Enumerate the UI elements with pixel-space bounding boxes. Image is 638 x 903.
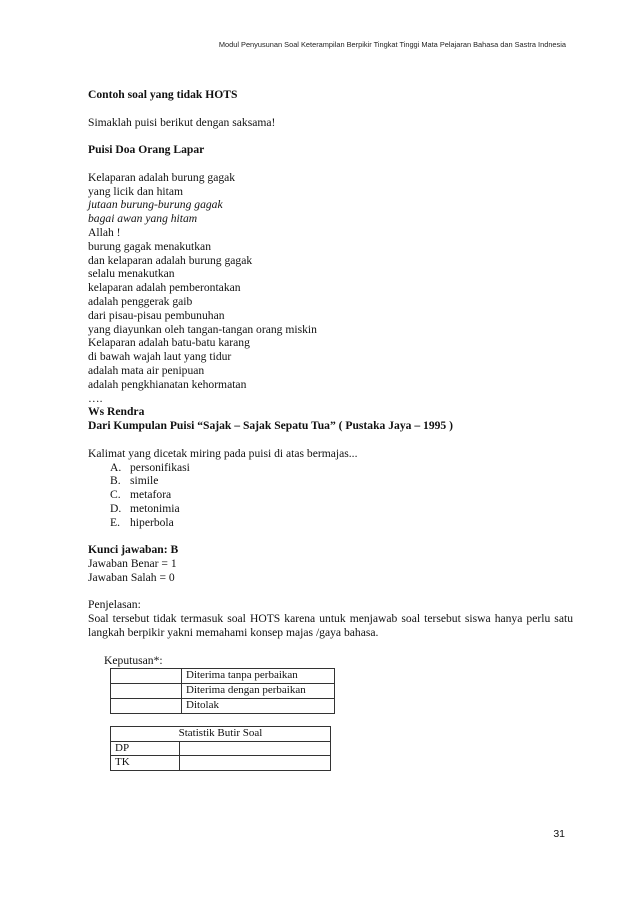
option-text: metafora [130,488,172,502]
answer-options [88,461,573,530]
answer-key: Kunci jawaban: B [88,543,179,557]
decision-checkbox-cell[interactable] [111,669,182,684]
stats-row [111,756,331,771]
poem-line: bagai awan yang hitam [88,212,198,226]
decision-table [110,668,335,713]
poem-line: selalu menakutkan [88,267,175,281]
option-letter: E. [110,515,120,529]
poem-line: di bawah wajah laut yang tidur [88,350,232,364]
option-letter: A. [110,460,122,474]
option-text: metonimia [130,501,180,515]
poem-title: Puisi Doa Orang Lapar [88,143,205,157]
page-number: 31 [553,828,565,840]
explanation-text: Soal tersebut tidak termasuk soal HOTS karena untuk menjawab soal tersebut siswa hanya perlu satu langkah berpikir yakni memahami konsep majas /gaya bahasa. [88,612,573,640]
stats-header-row [111,726,331,741]
option-letter: B. [110,474,121,488]
decision-option: Diterima dengan perbaikan [182,684,335,699]
answer-option [110,516,573,530]
poem-line: adalah mata air penipuan [88,363,205,377]
poem-line: dari pisau-pisau pembunuhan [88,308,225,322]
poem-line: burung gagak menakutkan [88,239,211,253]
section-heading: Contoh soal yang tidak HOTS [88,88,238,101]
poem-line: …. [88,391,103,405]
poem-line: adalah penggerak gaib [88,294,193,308]
poem-line: dan kelaparan adalah burung gagak [88,253,253,267]
poem-line: kelaparan adalah pemberontakan [88,281,241,295]
stats-value-cell[interactable] [180,756,331,771]
answer-option [110,461,573,475]
decision-option: Diterima tanpa perbaikan [182,669,335,684]
decision-checkbox-cell[interactable] [111,699,182,714]
stats-label: TK [111,756,180,771]
question-text: Kalimat yang dicetak miring pada puisi di atas bermajas... [88,446,358,460]
poem-body [88,171,573,406]
stats-row [111,741,331,756]
option-text: simile [130,474,159,488]
poem-line: adalah pengkhianatan kehormatan [88,377,247,391]
page-content [88,88,573,771]
answer-option [110,488,573,502]
explanation-label: Penjelasan: [88,598,141,612]
answer-option [110,474,573,488]
stats-label: DP [111,741,180,756]
poem-line: Kelaparan adalah burung gagak [88,170,236,184]
decision-row [111,699,335,714]
decision-option: Ditolak [182,699,335,714]
decision-checkbox-cell[interactable] [111,684,182,699]
option-letter: D. [110,501,122,515]
running-header: Modul Penyusunan Soal Keterampilan Berpikir Tingkat Tinggi Mata Pelajaran Bahasa dan Sastra Indnesia [218,40,566,49]
decision-label: Keputusan*: [104,653,163,667]
decision-row [111,684,335,699]
score-wrong: Jawaban Salah = 0 [88,570,175,584]
option-text: personifikasi [130,460,190,474]
stats-title: Statistik Butir Soal [111,726,331,741]
poem-line: Kelaparan adalah batu-batu karang [88,336,250,350]
poem-line: Allah ! [88,225,121,239]
poem-line: jutaan burung-burung gagak [88,198,223,212]
score-correct: Jawaban Benar = 1 [88,557,177,571]
option-text: hiperbola [130,515,174,529]
poem-source: Dari Kumpulan Puisi “Sajak – Sajak Sepatu Tua” ( Pustaka Jaya – 1995 ) [88,419,453,433]
instruction-text: Simaklah puisi berikut dengan saksama! [88,115,276,129]
poem-author: Ws Rendra [88,405,145,419]
stats-value-cell[interactable] [180,741,331,756]
stats-table [110,726,331,771]
option-letter: C. [110,488,121,502]
decision-row [111,669,335,684]
poem-line: yang diayunkan oleh tangan-tangan orang miskin [88,322,317,336]
answer-option [110,502,573,516]
poem-line: yang licik dan hitam [88,184,183,198]
